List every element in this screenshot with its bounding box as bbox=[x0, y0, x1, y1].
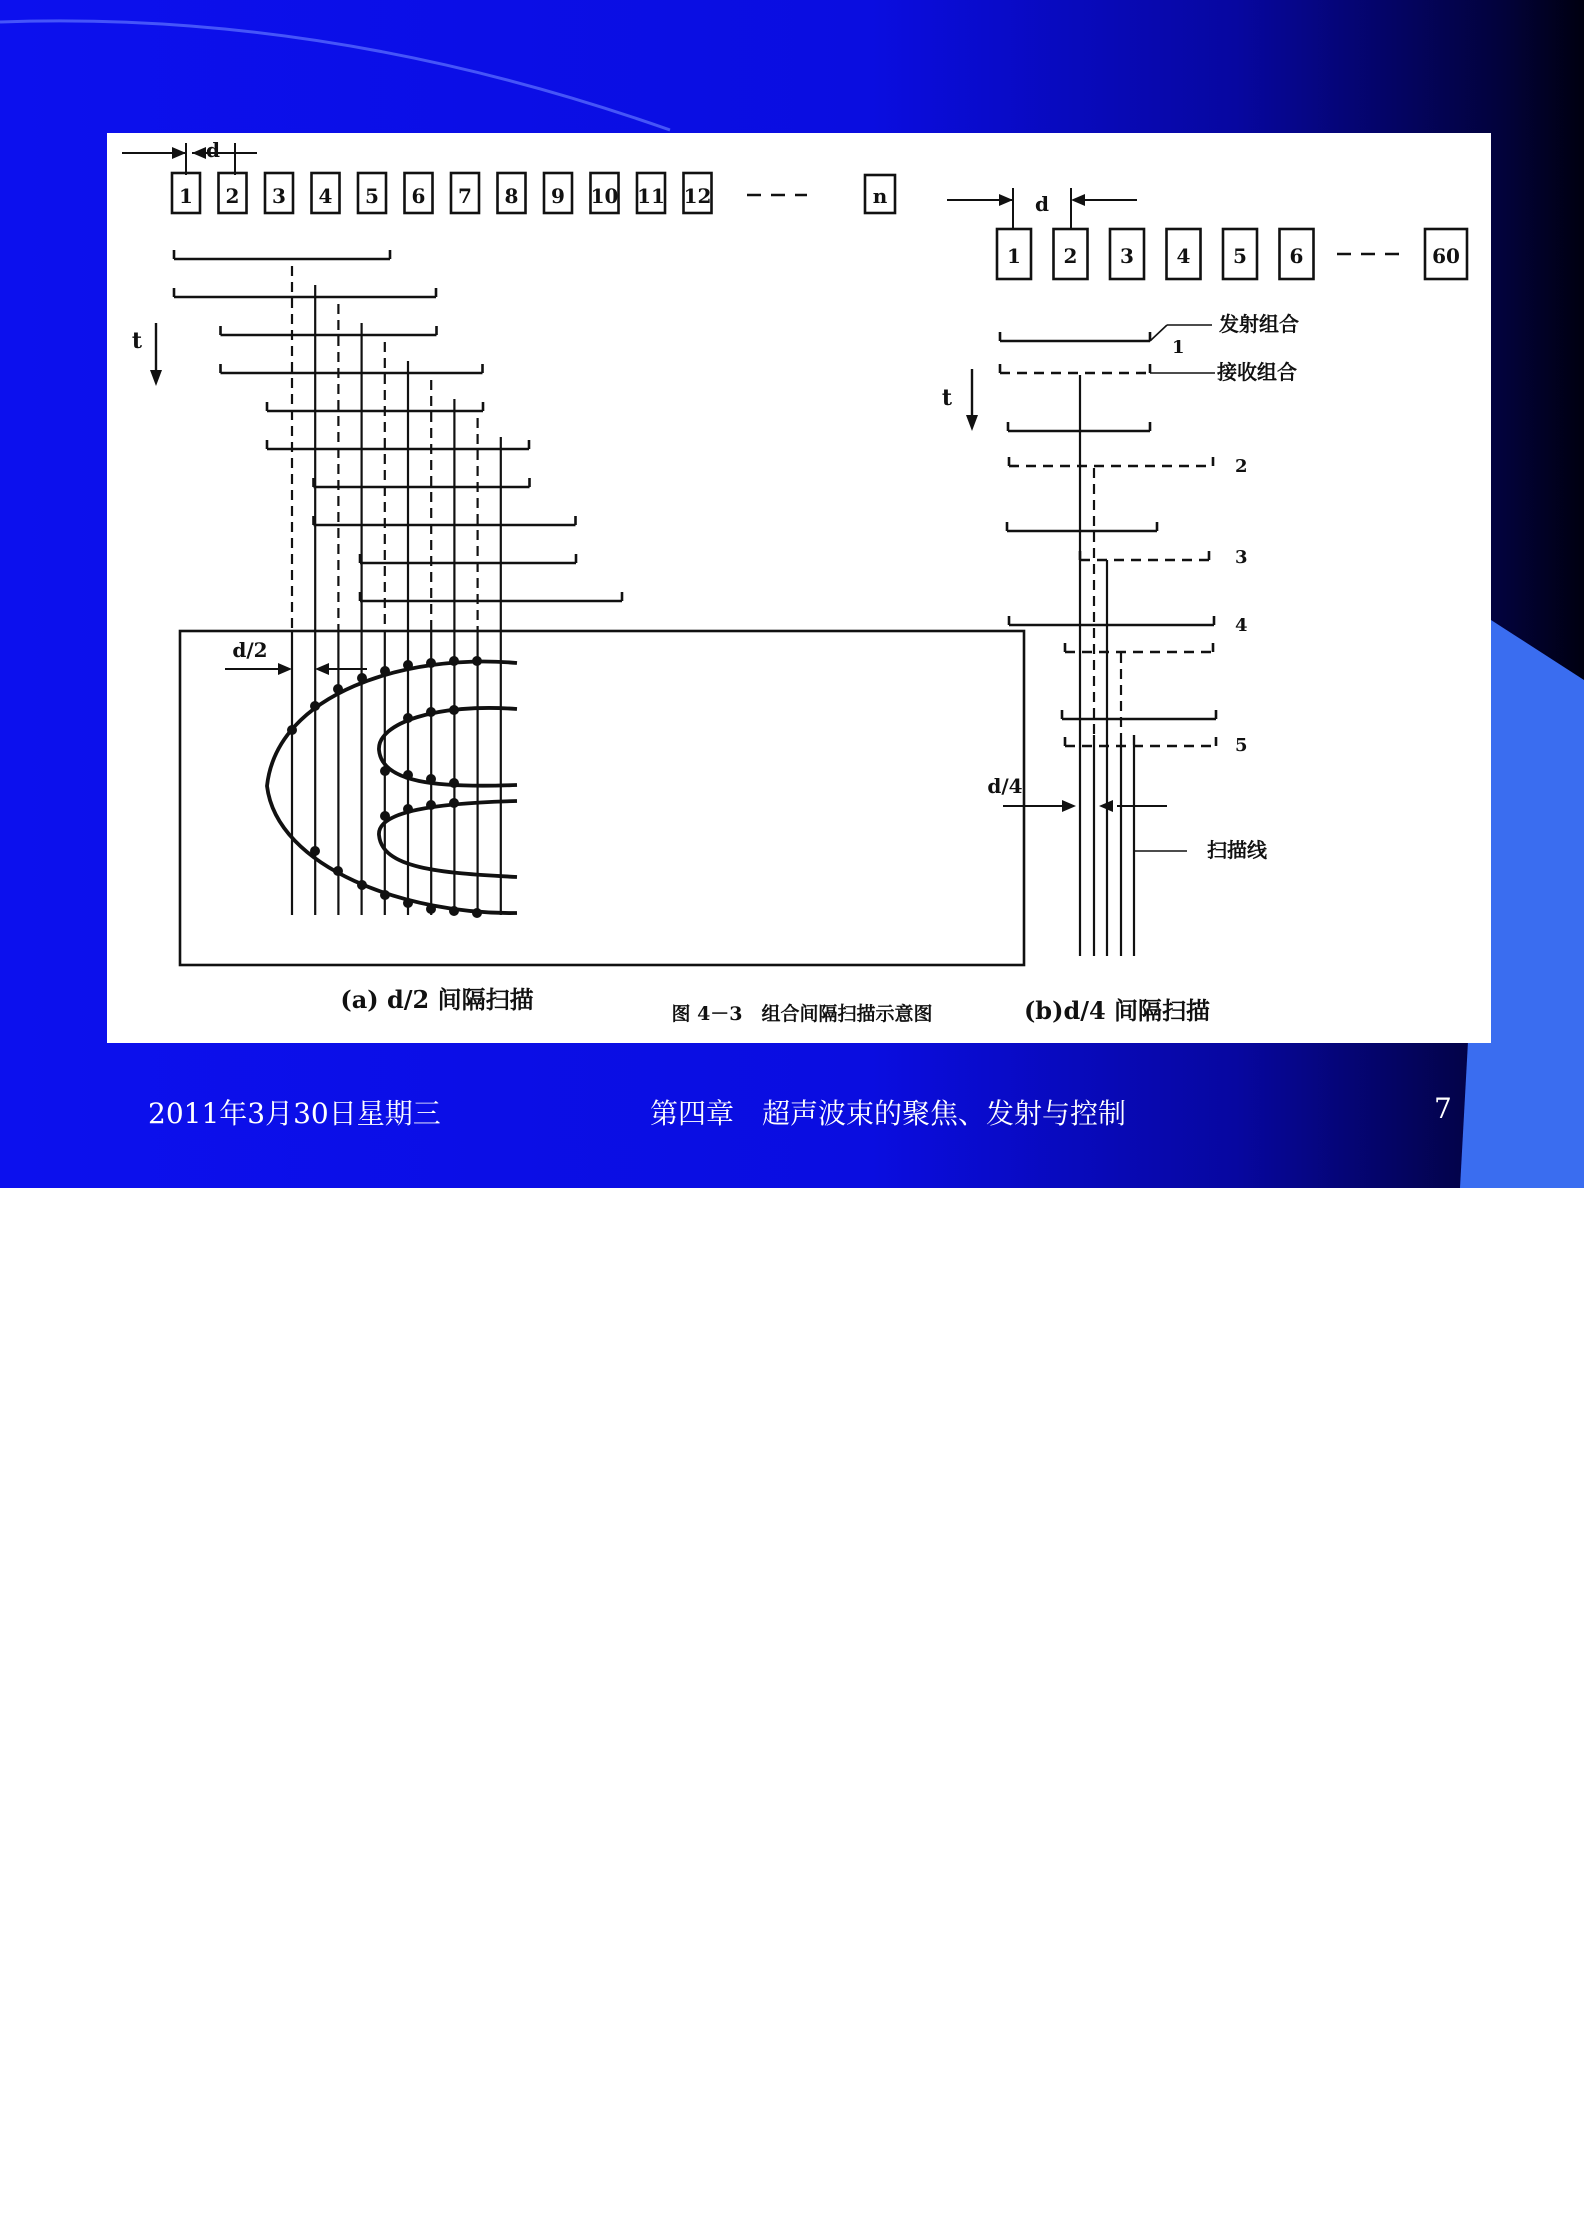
transducer-element-label: 2 bbox=[1063, 244, 1078, 268]
sample-point bbox=[449, 656, 459, 666]
transducer-element-label: 11 bbox=[637, 184, 665, 208]
transducer-element-label: 3 bbox=[272, 184, 286, 208]
caption-a: (a) d/2 间隔扫描 bbox=[340, 985, 534, 1014]
sample-point bbox=[449, 906, 459, 916]
transducer-element-label: 4 bbox=[318, 184, 333, 208]
step-number: 3 bbox=[1235, 547, 1248, 568]
sample-point bbox=[357, 673, 367, 683]
sample-point bbox=[287, 725, 297, 735]
arrow-head bbox=[172, 147, 186, 159]
transducer-element-label: 1 bbox=[179, 184, 193, 208]
sample-point bbox=[380, 766, 390, 776]
sample-point bbox=[472, 656, 482, 666]
transducer-element-label: 2 bbox=[225, 184, 240, 208]
transducer-element-label: 60 bbox=[1432, 244, 1460, 268]
arrow-head bbox=[1062, 800, 1076, 812]
transducer-element-label: 4 bbox=[1176, 244, 1191, 268]
sample-point bbox=[426, 800, 436, 810]
transducer-element-label: 8 bbox=[504, 184, 519, 208]
sample-point bbox=[472, 908, 482, 918]
transducer-element-label: 1 bbox=[1007, 244, 1021, 268]
scan-diagram bbox=[107, 133, 1491, 1043]
transducer-element-label: 7 bbox=[458, 184, 472, 208]
footer-page-number: 7 bbox=[1434, 1092, 1452, 1125]
step-number: 5 bbox=[1235, 735, 1248, 756]
transducer-element-label: 10 bbox=[590, 184, 619, 208]
echo-curve-upper-inner bbox=[379, 708, 517, 786]
caption-b: (b)d/4 间隔扫描 bbox=[1023, 996, 1211, 1025]
figure-panel bbox=[107, 133, 1491, 1043]
caption-figure-title: 图 4－3 组合间隔扫描示意图 bbox=[671, 1003, 933, 1025]
sample-point bbox=[310, 846, 320, 856]
transmit-leader bbox=[1150, 325, 1167, 341]
transducer-element-label: 6 bbox=[1289, 244, 1304, 268]
transducer-element-label: 5 bbox=[365, 184, 379, 208]
sample-point bbox=[403, 804, 413, 814]
sample-point bbox=[449, 705, 459, 715]
pitch-label-d: d bbox=[1035, 192, 1049, 216]
sample-point bbox=[403, 898, 413, 908]
sample-point bbox=[426, 658, 436, 668]
sample-point bbox=[357, 880, 367, 890]
footer-chapter-title: 第四章 超声波束的聚焦、发射与控制 bbox=[650, 1097, 1127, 1130]
sample-point bbox=[403, 770, 413, 780]
sample-point bbox=[403, 660, 413, 670]
sample-point bbox=[426, 774, 436, 784]
echo-curve-lower-inner bbox=[379, 801, 517, 877]
transducer-element-label: 9 bbox=[551, 184, 565, 208]
sample-point bbox=[310, 701, 320, 711]
sample-point bbox=[426, 904, 436, 914]
time-axis-label: t bbox=[941, 385, 953, 411]
sample-point bbox=[333, 866, 343, 876]
offset-label-d4: d/4 bbox=[987, 774, 1023, 798]
sample-point bbox=[380, 811, 390, 821]
transducer-element-label: 5 bbox=[1233, 244, 1247, 268]
time-axis-label: t bbox=[131, 328, 143, 354]
sample-point bbox=[449, 778, 459, 788]
step-number: 4 bbox=[1235, 615, 1248, 636]
arrow-head bbox=[999, 194, 1013, 206]
transducer-element-label: 3 bbox=[1120, 244, 1134, 268]
sample-point bbox=[403, 713, 413, 723]
transducer-element-label: 6 bbox=[411, 184, 426, 208]
sample-point bbox=[426, 707, 436, 717]
sample-point bbox=[380, 666, 390, 676]
arrow-head bbox=[966, 415, 978, 431]
sample-point bbox=[449, 798, 459, 808]
pitch-label-d: d bbox=[206, 138, 220, 162]
scanline-label: 扫描线 bbox=[1207, 838, 1267, 862]
arrow-head bbox=[1071, 194, 1085, 206]
sample-point bbox=[333, 684, 343, 694]
receive-group-label: 接收组合 bbox=[1217, 360, 1297, 384]
step-number: 1 bbox=[1172, 337, 1185, 358]
arrow-head bbox=[278, 663, 292, 675]
transmit-group-label: 发射组合 bbox=[1219, 312, 1299, 336]
transducer-element-label: 12 bbox=[683, 184, 712, 208]
step-number: 2 bbox=[1235, 456, 1248, 477]
arrow-head bbox=[192, 147, 206, 159]
offset-label-d2: d/2 bbox=[232, 638, 268, 662]
footer-date: 2011年3月30日星期三 bbox=[148, 1097, 441, 1130]
transducer-element-label: n bbox=[872, 184, 888, 208]
arrow-head bbox=[150, 370, 162, 386]
arrow-head bbox=[315, 663, 329, 675]
imaging-region-box bbox=[180, 631, 1024, 965]
sample-point bbox=[380, 890, 390, 900]
